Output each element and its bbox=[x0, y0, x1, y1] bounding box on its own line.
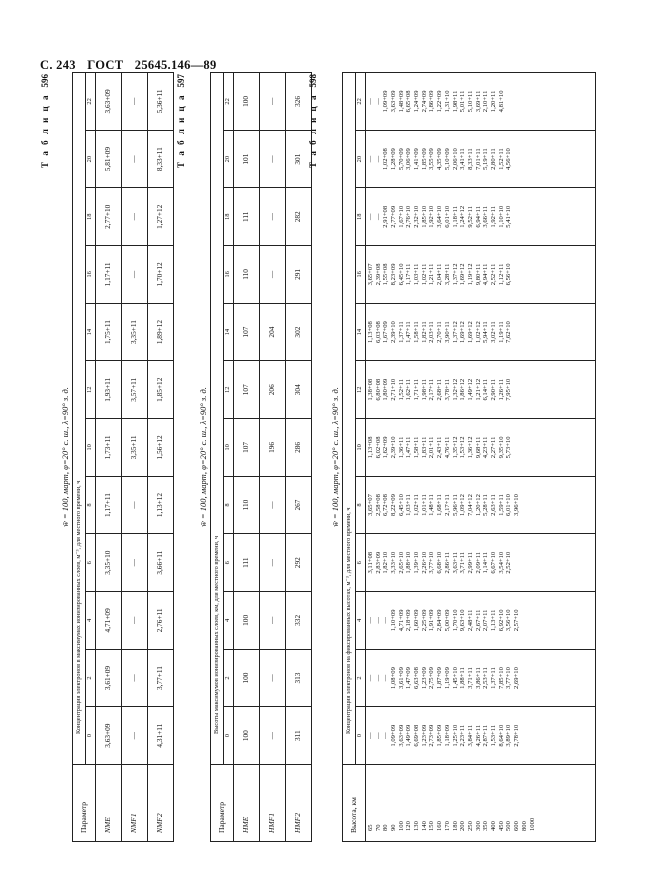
value-cell: — bbox=[121, 476, 147, 534]
hour-header: 14 bbox=[224, 303, 234, 361]
value-cell: — bbox=[121, 534, 147, 592]
value-cell: 4,31+11 bbox=[147, 707, 173, 765]
value-cell: 3,35+11 bbox=[121, 303, 147, 361]
value-cell: 1,93+11 bbox=[95, 361, 121, 419]
value-cell: 292 bbox=[285, 534, 311, 592]
value-column: 3,11+08 2,83+09 1,82+10 3,33+10 2,65+10 1,88+10 1,39+10 2,26+10 3,77+10 6,68+10 2,86+11 3,63+11 3,71+11 2,99+11 2,09+11 1,14+11 6,67+10 3,54+10 2,52+10 bbox=[365, 534, 595, 592]
table-row bbox=[259, 73, 285, 842]
value-cell: 2,76+11 bbox=[147, 592, 173, 650]
gost-number: 25645.146—89 bbox=[134, 58, 217, 72]
value-cell: — bbox=[121, 649, 147, 707]
value-cell: 1,89+12 bbox=[147, 303, 173, 361]
value-cell: 291 bbox=[285, 246, 311, 304]
group-header: Высоты максимумов ионизированных слоев, км, для местного времени, ч bbox=[211, 73, 224, 765]
value-cell: 107 bbox=[233, 419, 259, 477]
value-cell: 1,70+12 bbox=[147, 246, 173, 304]
value-cell: 3,35+10 bbox=[95, 534, 121, 592]
hour-header: 16 bbox=[224, 246, 234, 304]
hour-header: 20 bbox=[86, 130, 96, 188]
value-cell: 1,85+12 bbox=[147, 361, 173, 419]
value-cell: 204 bbox=[259, 303, 285, 361]
row-label: NMF1 bbox=[121, 765, 147, 842]
table-row bbox=[233, 73, 259, 842]
rotated-content bbox=[40, 72, 630, 842]
value-cell: 1,17+11 bbox=[95, 246, 121, 304]
hour-header: 18 bbox=[86, 188, 96, 246]
value-cell: 311 bbox=[285, 707, 311, 765]
hour-header: 2 bbox=[356, 649, 366, 707]
value-cell: 5,81+09 bbox=[95, 130, 121, 188]
group-header: Концентрация электронов в максимумах ионизированных слоев, м⁻³, для местного времени, ч bbox=[73, 73, 86, 765]
value-column: — — 2,91+08 2,77+09 1,67+10 2,76+10 2,32+10 1,85+10 1,92+10 3,64+10 6,01+10 1,18+11 1,24+12 9,52+11 6,94+11 3,66+11 1,92+11 1,10+10 5,41+10 bbox=[365, 188, 595, 246]
value-column: — — — 1,10+09 4,71+09 2,18+09 1,60+09 2,25+09 1,91+09 2,84+09 5,00+09 1,70+10 9,63+10 2,48+11 2,67+11 2,07+11 1,13+11 6,92+10 3,56+10 2,57+10 bbox=[365, 592, 595, 650]
value-cell: 4,71+09 bbox=[95, 592, 121, 650]
hour-header: 14 bbox=[86, 303, 96, 361]
value-cell: 286 bbox=[285, 419, 311, 477]
hour-header: 6 bbox=[224, 534, 234, 592]
hour-header: 18 bbox=[224, 188, 234, 246]
value-cell: 326 bbox=[285, 73, 311, 131]
value-column: 3,65+07 2,58+08 6,72+08 8,22+09 6,45+10 1,03+11 1,02+11 1,01+11 1,48+11 1,68+11 2,17+11 5,96+11 1,09+12 7,04+12 1,20+12 5,28+11 2,63+11 1,59+11 6,01+10 3,96+10 bbox=[365, 476, 595, 534]
value-cell: 5,36+11 bbox=[147, 73, 173, 131]
value-cell: 1,27+12 bbox=[147, 188, 173, 246]
table-row bbox=[285, 73, 311, 842]
hour-header: 16 bbox=[86, 246, 96, 304]
value-cell: 3,35+11 bbox=[121, 419, 147, 477]
value-cell: 111 bbox=[233, 188, 259, 246]
table-597 bbox=[210, 72, 312, 842]
value-cell: — bbox=[121, 707, 147, 765]
table-row bbox=[365, 73, 595, 842]
gost-label: ГОСТ bbox=[87, 58, 124, 72]
hour-header: 0 bbox=[86, 707, 96, 765]
value-cell: 100 bbox=[233, 649, 259, 707]
value-cell: — bbox=[121, 73, 147, 131]
group-header: Концентрация электронов на фиксированных высотах, м⁻³, для местного времени, ч bbox=[343, 73, 356, 765]
value-cell: 1,13+12 bbox=[147, 476, 173, 534]
value-cell: — bbox=[259, 592, 285, 650]
hour-header: 0 bbox=[356, 707, 366, 765]
value-cell: 111 bbox=[233, 534, 259, 592]
param-header: Параметр bbox=[73, 765, 96, 842]
hour-header: 12 bbox=[356, 361, 366, 419]
altitude-column: 65 70 80 90 100 120 130 140 150 160 170 180 200 250 300 350 400 450 500 600 800 1000 bbox=[365, 765, 595, 842]
hour-header: 6 bbox=[86, 534, 96, 592]
value-column: — — 1,09+09 3,63+09 1,48+09 6,65+08 1,24+09 2,74+09 1,86+09 1,22+09 1,31+10 1,98+11 5,01+11 5,10+11 3,69+11 2,10+11 1,20+11 4,81+10 bbox=[365, 73, 595, 131]
param-header: Параметр bbox=[211, 765, 234, 842]
value-cell: — bbox=[259, 246, 285, 304]
value-cell: 206 bbox=[259, 361, 285, 419]
row-label: HMF2 bbox=[285, 765, 311, 842]
table-row bbox=[95, 73, 121, 842]
altitude-header: Высота, км bbox=[343, 765, 366, 842]
value-cell: — bbox=[259, 73, 285, 131]
hour-header: 4 bbox=[356, 592, 366, 650]
table-597-number: Т а б л и ц а597 bbox=[176, 74, 186, 168]
hour-header: 10 bbox=[224, 419, 234, 477]
table-row bbox=[147, 73, 173, 842]
value-cell: 107 bbox=[233, 361, 259, 419]
hour-header: 22 bbox=[86, 73, 96, 131]
value-cell: — bbox=[259, 188, 285, 246]
hour-header: 8 bbox=[224, 476, 234, 534]
hour-header: 22 bbox=[356, 73, 366, 131]
value-column: 1,13+08 6,03+08 1,67+09 2,39+10 1,37+11 1,47+11 1,58+11 1,82+11 2,03+11 2,70+11 3,90+11 1,37+12 1,69+12 1,69+12 1,02+12 5,94+11 3,02+11 1,19+11 7,62+10 bbox=[365, 303, 595, 361]
value-cell: 101 bbox=[233, 130, 259, 188]
hour-header: 18 bbox=[356, 188, 366, 246]
value-cell: 110 bbox=[233, 246, 259, 304]
table-row bbox=[121, 73, 147, 842]
value-column: 3,65+07 2,39+08 1,55+08 8,23+09 6,45+10 1,17+11 1,03+11 1,02+11 1,21+11 2,04+11 3,28+11 1,37+12 1,69+12 1,19+12 9,80+11 4,94+11 2,52+11 1,12+11 6,56+10 bbox=[365, 246, 595, 304]
page-number: С. 243 bbox=[40, 58, 76, 72]
value-cell: 267 bbox=[285, 476, 311, 534]
value-column: — — — 1,09+09 3,63+09 1,49+09 6,69+08 1,23+09 2,73+09 1,85+09 1,18+09 1,25+10 2,23+11 3,84+11 4,26+11 2,87+11 1,53+11 8,64+10 3,89+10 2,78+10 bbox=[365, 707, 595, 765]
value-column: — — — 1,08+09 3,61+09 1,47+09 6,63+08 1,23+09 2,75+09 1,87+09 1,19+09 1,45+10 1,88+11 3,71+11 3,86+11 2,53+11 1,37+11 7,85+10 3,77+10 2,69+10 bbox=[365, 649, 595, 707]
value-cell: 8,33+11 bbox=[147, 130, 173, 188]
hour-header: 2 bbox=[224, 649, 234, 707]
hour-header: 12 bbox=[224, 361, 234, 419]
value-cell: 3,63+09 bbox=[95, 73, 121, 131]
value-cell: 301 bbox=[285, 130, 311, 188]
value-cell: — bbox=[121, 188, 147, 246]
table-596-number: Т а б л и ц а596 bbox=[40, 74, 50, 168]
value-cell: 196 bbox=[259, 419, 285, 477]
hour-header: 0 bbox=[224, 707, 234, 765]
value-column: — — 1,02+08 1,28+09 5,70+09 3,06+09 1,41+09 1,85+09 3,55+09 4,35+09 5,10+09 2,06+10 3,41+11 8,33+11 7,01+11 5,19+11 2,80+11 1,52+11 4,56+10 bbox=[365, 130, 595, 188]
row-label: NMF2 bbox=[147, 765, 173, 842]
value-column: 1,38+08 6,80+08 1,80+09 2,71+10 1,52+11 1,62+11 1,71+11 1,98+11 2,17+11 2,68+11 3,78+11 1,32+12 1,86+12 1,49+12 1,21+12 6,14+11 2,90+11 1,26+11 7,95+10 bbox=[365, 361, 595, 419]
value-cell: — bbox=[259, 130, 285, 188]
hour-header: 16 bbox=[356, 246, 366, 304]
table-596-caption: w̄ = 100, март, φ=20° с. ш., λ=90° з. д. bbox=[60, 387, 70, 527]
hour-header: 14 bbox=[356, 303, 366, 361]
value-cell: 332 bbox=[285, 592, 311, 650]
hour-header: 10 bbox=[356, 419, 366, 477]
value-cell: 1,56+12 bbox=[147, 419, 173, 477]
hour-header: 4 bbox=[86, 592, 96, 650]
value-cell: — bbox=[121, 130, 147, 188]
value-cell: 1,73+11 bbox=[95, 419, 121, 477]
hour-header: 12 bbox=[86, 361, 96, 419]
table-598 bbox=[342, 72, 596, 842]
hour-header: 20 bbox=[356, 130, 366, 188]
value-cell: 3,66+11 bbox=[147, 534, 173, 592]
page-header bbox=[40, 58, 225, 73]
hour-header: 8 bbox=[356, 476, 366, 534]
value-cell: 1,17+11 bbox=[95, 476, 121, 534]
table-596 bbox=[72, 72, 174, 842]
value-cell: 100 bbox=[233, 73, 259, 131]
value-cell: 100 bbox=[233, 707, 259, 765]
value-cell: — bbox=[259, 476, 285, 534]
value-cell: 282 bbox=[285, 188, 311, 246]
table-598-number: Т а б л и ц а598 bbox=[308, 74, 318, 168]
row-label: NME bbox=[95, 765, 121, 842]
hour-header: 8 bbox=[86, 476, 96, 534]
value-cell: 100 bbox=[233, 592, 259, 650]
value-cell: 107 bbox=[233, 303, 259, 361]
hour-header: 10 bbox=[86, 419, 96, 477]
hour-header: 6 bbox=[356, 534, 366, 592]
value-cell: 3,61+09 bbox=[95, 649, 121, 707]
value-cell: 1,75+11 bbox=[95, 303, 121, 361]
value-column: 1,13+08 6,02+08 1,62+09 2,39+10 1,36+11 1,47+11 1,58+11 1,83+11 2,01+11 2,43+11 4,76+11 1,35+12 1,53+12 1,36+12 9,68+11 4,23+11 2,27+11 9,35+10 5,73+10 bbox=[365, 419, 595, 477]
table-598-caption: w̄ = 100, март, φ=20° с. ш., λ=90° з. д. bbox=[330, 387, 340, 527]
value-cell: 302 bbox=[285, 303, 311, 361]
table-597-caption: w̄ = 100, март, φ=20° с. ш., λ=90° з. д. bbox=[198, 387, 208, 527]
hour-header: 4 bbox=[224, 592, 234, 650]
value-cell: — bbox=[259, 649, 285, 707]
hour-header: 20 bbox=[224, 130, 234, 188]
hour-header: 22 bbox=[224, 73, 234, 131]
value-cell: 304 bbox=[285, 361, 311, 419]
value-cell: 3,57+11 bbox=[121, 361, 147, 419]
row-label: HME bbox=[233, 765, 259, 842]
row-label: HMF1 bbox=[259, 765, 285, 842]
hour-header: 2 bbox=[86, 649, 96, 707]
value-cell: — bbox=[121, 246, 147, 304]
value-cell: 110 bbox=[233, 476, 259, 534]
value-cell: 2,77+10 bbox=[95, 188, 121, 246]
value-cell: — bbox=[259, 534, 285, 592]
value-cell: 3,77+11 bbox=[147, 649, 173, 707]
value-cell: — bbox=[259, 707, 285, 765]
value-cell: — bbox=[121, 592, 147, 650]
value-cell: 313 bbox=[285, 649, 311, 707]
value-cell: 3,63+09 bbox=[95, 707, 121, 765]
